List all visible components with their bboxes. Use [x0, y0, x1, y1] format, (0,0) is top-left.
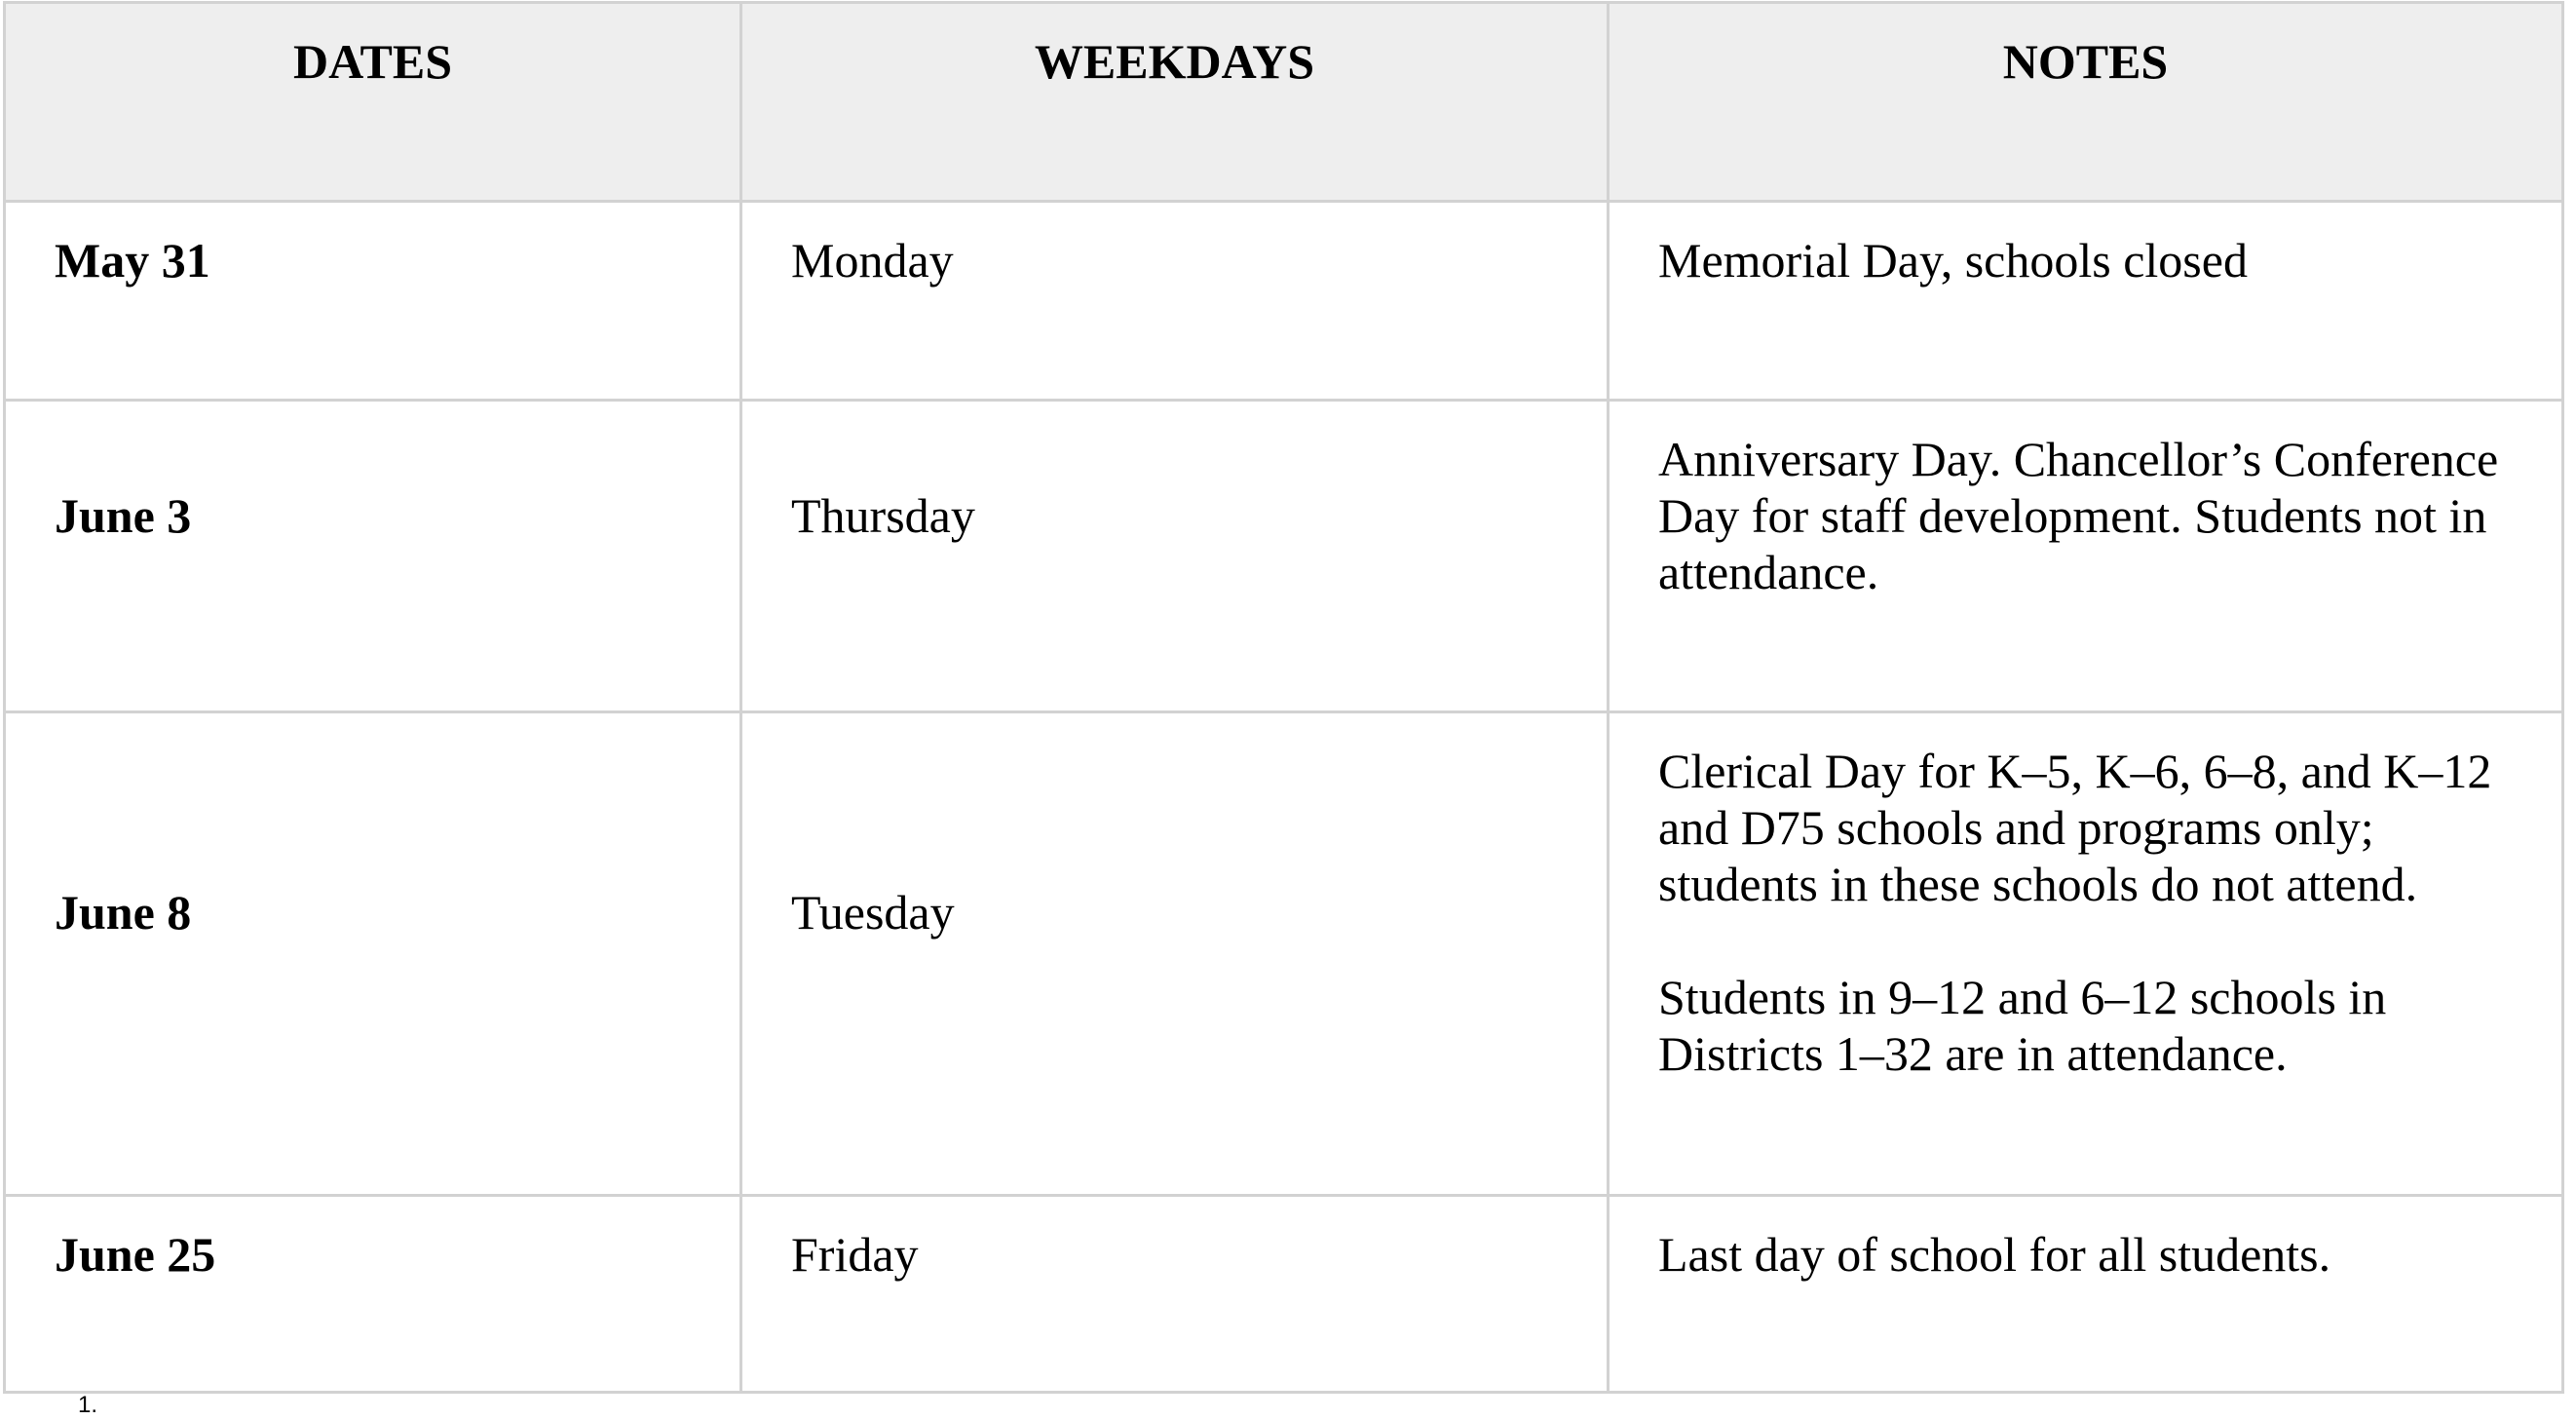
notes-cell [1609, 1196, 2563, 1393]
weekday-cell: Friday [741, 1196, 1609, 1393]
header-dates: DATES [5, 3, 741, 202]
note-text: Anniversary Day. Chancellor’s Conference Day for staff development. Students not in attendance. [1658, 432, 2499, 599]
date-cell: June 25 [5, 1196, 741, 1393]
header-row [5, 3, 2563, 202]
table-row [5, 1196, 2563, 1393]
table-row [5, 202, 2563, 401]
header-notes: NOTES [1609, 3, 2563, 202]
note-text: Students in 9–12 and 6–12 schools in Districts 1–32 are in attendance. [1658, 970, 2387, 1081]
date-cell: May 31 [5, 202, 741, 401]
note-text: Memorial Day, schools closed [1658, 233, 2248, 288]
footnote-marker: 1. [78, 1392, 98, 1418]
note-text: Last day of school for all students. [1658, 1227, 2331, 1282]
date-cell: June 3 [5, 401, 741, 712]
table-row [5, 401, 2563, 712]
notes-cell [1609, 712, 2563, 1196]
date-cell: June 8 [5, 712, 741, 1196]
notes-cell [1609, 401, 2563, 712]
weekday-cell: Monday [741, 202, 1609, 401]
header-weekdays: WEEKDAYS [741, 3, 1609, 202]
weekday-cell: Tuesday [741, 712, 1609, 1196]
table-row [5, 712, 2563, 1196]
note-text: Clerical Day for K–5, K–6, 6–8, and K–12 and D75 schools and programs only; students in these schools do not attend. [1658, 744, 2492, 911]
calendar-table [3, 1, 2564, 1394]
weekday-cell: Thursday [741, 401, 1609, 712]
notes-cell [1609, 202, 2563, 401]
